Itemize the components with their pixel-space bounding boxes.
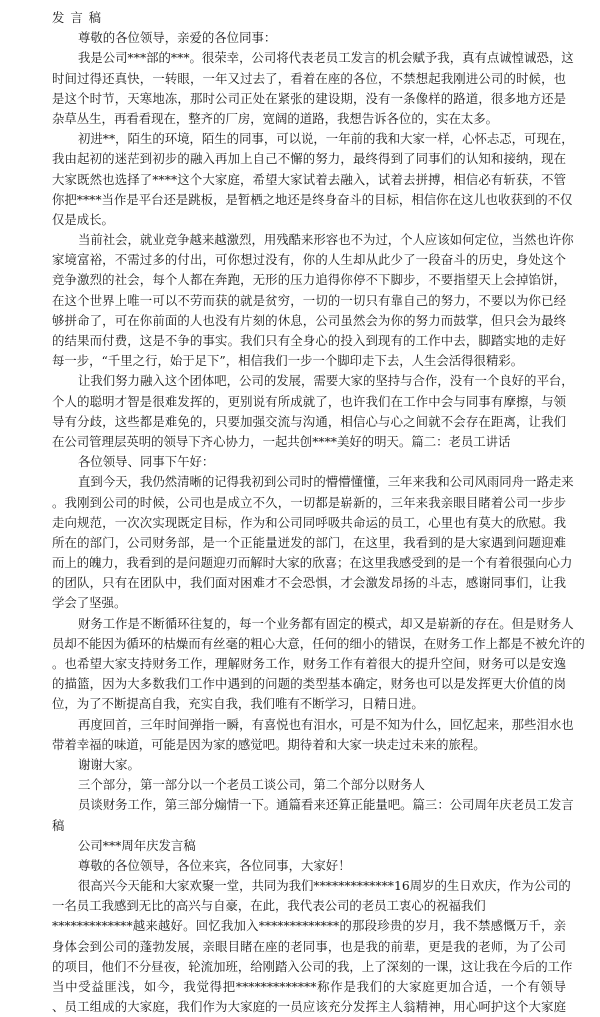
text-line: 三个部分，第一部分以一个老员工谈公司，第二个部分以财务人 bbox=[78, 777, 425, 793]
text-line: 当中受益匪浅，如今，我觉得把*************称作是我们的大家庭更加合适，一个有领导 bbox=[52, 979, 566, 994]
text-line: 初进**，陌生的环境，陌生的同事，可以说，一年前的我和大家一样，心怀忐忑，可现在， bbox=[78, 131, 574, 147]
text-line: 的项目，他们不分昼夜，轮流加班，给刚踏入公司的我，上了深刻的一课，这让我在今后的工作 bbox=[52, 958, 573, 974]
text-line: 在公司管理层英明的领导下齐心协力，一起共创****美好的明天。篇二：老员工讲话 bbox=[52, 433, 511, 449]
text-line: 竞争激烈的社会，每个人都在奔跑，无形的压力追得你停不下脚步，不要指望天上会掉馅饼， bbox=[52, 272, 566, 288]
text-line: 你把****当作是平台还是跳板，是暂栖之地还是终身奋斗的目标，相信你在这儿也收获到的不仅 bbox=[52, 191, 573, 207]
text-line: 谢谢大家。 bbox=[78, 756, 140, 772]
text-line: 的团队，只有在团队中，我们面对困难才不会恐惧，才会激发昂扬的斗志，感谢同事们，让我 bbox=[52, 575, 566, 591]
text-line: 身体会到公司的蓬勃发展，亲眼目睹在座的老同事，也是我的前辈，更是我的老师，为了公司 bbox=[52, 938, 566, 954]
text-line: 直到今天，我仍然清晰的记得我初到公司时的懵懵懂懂，三年来我和公司风雨同舟一路走来 bbox=[78, 474, 574, 490]
text-line: 是这个时节，天寒地冻，那时公司正处在紧张的建设期，没有一条像样的路道，很多地方还是 bbox=[52, 90, 566, 106]
text-line: 很高兴今天能和大家欢聚一堂，共同为我们*************16周岁的生日欢庆，作为公司的 bbox=[78, 878, 571, 894]
text-line: 、员工组成的大家庭，我们作为大家庭的一员应该充分发挥主人翁精神，用心呵护这个大家庭 bbox=[52, 999, 566, 1015]
text-line: 尊敬的各位领导，亲爱的各位同事： bbox=[78, 30, 277, 46]
text-line: 一名员工我感到无比的高兴与自豪，在此，我代表公司的老员工衷心的祝福我们 bbox=[52, 898, 486, 914]
text-line: 位，为了不断提高自我，充实自我，我们唯有不断学习，日精日进。 bbox=[52, 696, 424, 712]
text-line: 带着幸福的味道，可能是因为家的感觉吧。期待着和大家一块走过未来的旅程。 bbox=[52, 736, 486, 752]
text-line: 家境富裕，不需过多的付出，可你想过没有，你的人生却从此少了一段奋斗的历史，身处这个 bbox=[52, 252, 566, 268]
text-line: 个人的聪明才智是很难发挥的，更别说有所成就了，也许我们在工作中会与同事有摩擦，与领 bbox=[52, 393, 566, 409]
text-line: 仅是成长。 bbox=[52, 211, 114, 227]
text-line: 再度回首，三年时间弹指一瞬，有喜悦也有泪水，可是不知为什么，回忆起来，那些泪水也 bbox=[78, 716, 574, 732]
text-line: 稿 bbox=[52, 817, 65, 833]
text-line: 的描篮，因为大多数我们工作中遇到的问题的类型基本确定，财务也可以是发挥更大价值的岗 bbox=[52, 676, 566, 692]
text-line: 大家既然也选择了****这个大家庭，希望大家试着去融入，试着去拼搏，相信必有斩获，不管 bbox=[52, 171, 566, 187]
text-line: 。我刚到公司的时候，公司也是成立不久，一切都是崭新的，三年来我亲眼目睹着公司一步步 bbox=[52, 494, 566, 510]
text-line: 当前社会，就业竞争越来越激烈，用残酷来形容也不为过，个人应该如何定位，当然也许你 bbox=[78, 232, 574, 248]
text-line: 学会了坚强。 bbox=[52, 595, 127, 611]
text-line: 公司***周年庆发言稿 bbox=[78, 837, 196, 853]
text-line: 尊敬的各位领导，各位来宾，各位同事，大家好！ bbox=[78, 857, 351, 873]
document-title: 发 言 稿 bbox=[52, 10, 103, 25]
text-line: 让我们努力融入这个团体吧，公司的发展，需要大家的坚持与合作，没有一个良好的平台， bbox=[78, 373, 574, 389]
text-line: 杂草丛生，再看看现在，整齐的厂房，宽阔的道路，我想告诉各位的，实在太多。 bbox=[52, 110, 499, 126]
text-line: 在这个世界上唯一可以不劳而获的就是贫穷，一切的一切只有靠自己的努力，不要以为你已经 bbox=[52, 292, 566, 308]
text-line: 时间过得还真快，一转眼，一年又过去了，看着在座的各位，不禁想起我刚进公司的时候，也 bbox=[52, 70, 566, 86]
text-line: 所在的部门，公司财务部，是一个正能量迸发的部门，在这里，我看到的是大家遇到问题迎难 bbox=[52, 534, 566, 550]
text-line: 员却不能因为循环的枯燥而有丝毫的粗心大意，任何的细小的错误，在财务工作上都是不被允许的 bbox=[52, 635, 585, 651]
text-line: 的结果而付费，这是不争的事实。我们只有全身心的投入到现有的工作中去，脚踏实地的走好 bbox=[52, 333, 566, 348]
text-line: 。也希望大家支持财务工作，理解财务工作，财务工作有着很大的提升空间，财务可以是安逸 bbox=[52, 656, 566, 671]
text-line: 导有分歧，这些都是难免的，只要加强交流与沟通，相信心与心之间就不会存在距离，让我们 bbox=[52, 413, 566, 429]
text-line: 我由起初的迷茫到初步的融入再加上自己不懈的努力，最终得到了同事们的认知和接纳，现在 bbox=[52, 151, 566, 167]
text-line: 财务工作是不断循环往复的，每一个业务都有固定的模式，却又是崭新的存在。但是财务人 bbox=[78, 615, 574, 631]
text-line: *************越来越好。回忆我加入*************的那段珍贵的岁月，我不禁感慨万千，亲 bbox=[52, 918, 566, 934]
text-line: 够拼命了，可在你前面的人也没有片刻的休息，公司虽然会为你的努力而鼓掌，但只会为最终 bbox=[52, 312, 566, 328]
text-line: 员谈财务工作，第三部分煽情一下。通篇看来还算正能量吧。篇三：公司周年庆老员工发言 bbox=[78, 797, 574, 813]
text-line: 走向规范，一次次实现既定目标，作为和公司同呼吸共命运的员工，心里也有莫大的欣慰。我 bbox=[52, 514, 566, 530]
text-line: 每一步，“千里之行，始于足下”，相信我们一步一个脚印走下去，人生会活得很精彩。 bbox=[52, 353, 524, 369]
text-line: 我是公司***部的***。很荣幸，公司将代表老员工发言的机会赋予我，真有点诚惶诚恐，这 bbox=[78, 50, 574, 66]
text-line: 而上的魄力，我看到的是问题迎刃而解时大家的欣喜；在这里我感受到的是一个有着很强向心力 bbox=[52, 555, 573, 571]
text-line: 各位领导、同事下午好： bbox=[78, 454, 215, 470]
